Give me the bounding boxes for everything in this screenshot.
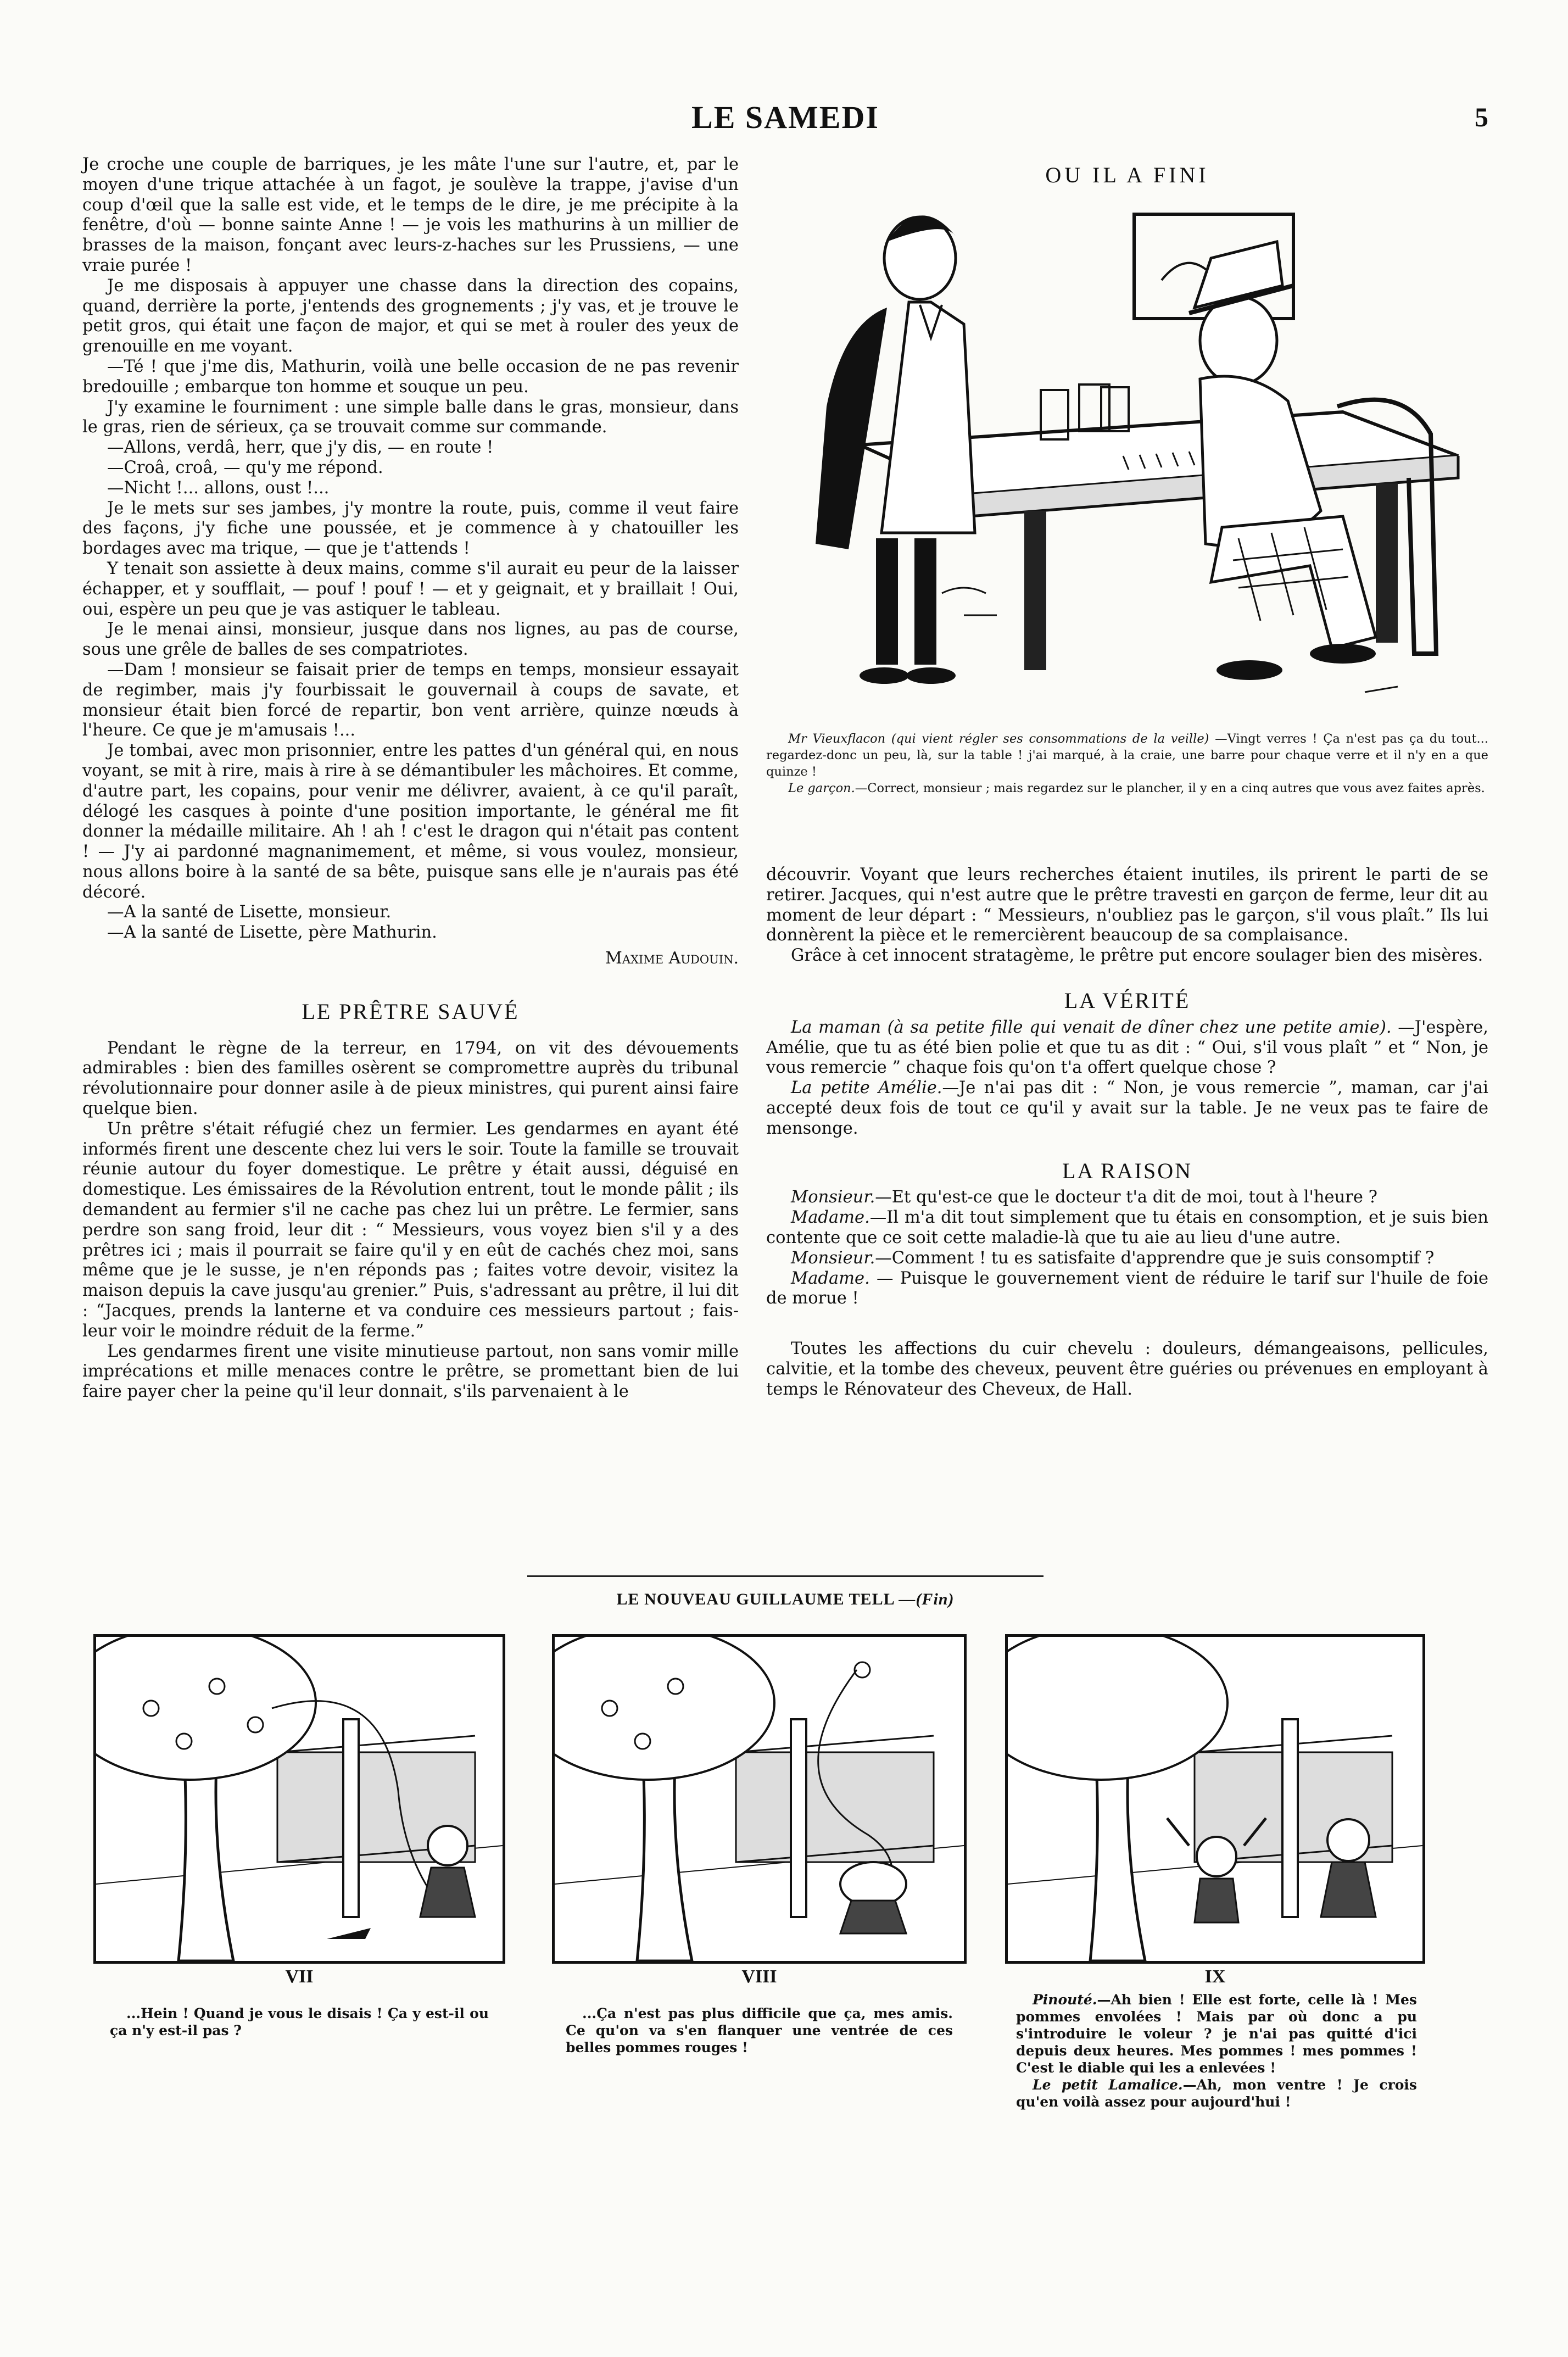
cartoon-title: OU IL A FINI <box>1045 163 1209 187</box>
dialogue-speaker: La maman (à sa petite fille qui venait de dîner chez une petite amie). <box>791 1017 1392 1037</box>
paragraph: Je me disposais à appuyer une chasse dans la direction des copains, quand, derrière la porte, j'entends des grognements ; j'y vas, et je trouve le petit gros, qui était une façon de major, et qui se met à rouler des yeux de grenouille en me voyant. <box>82 276 739 356</box>
caption-speaker: Mr Vieuxflacon (qui vient régler ses consommations de la veille) <box>788 732 1209 746</box>
paragraph: —Té ! que j'me dis, Mathurin, voilà une belle occasion de ne pas revenir bredouille ; embarque ton homme et souque un peu. <box>82 356 739 397</box>
dialogue-text: —Je n'ai pas dit : “ Non, je vous remercie ”, maman, car j'ai accepté deux fois de tout ce qu'il y avait sur la table. Je ne veux pas te faire de mensonge. <box>766 1078 1488 1138</box>
panel-caption-vii <box>110 2005 489 2039</box>
signature: Maxime Audouin. <box>605 949 739 968</box>
paragraph: Je tombai, avec mon prisonnier, entre les pattes d'un général qui, en nous voyant, se mit à rire, mais à rire à se démantibuler les mâchoires. Et comme, d'autre part, les copains, pour venir me délivrer, avaient, à ce qu'il paraît, délogé les casques à pointe d'une position importante, le général me fit donner la médaille militaire. Ah ! ah ! c'est le dragon qui n'était pas content ! — J'y ai pardonné magnanimement, et même, si vous voulez, monsieur, nous allons boire à la santé de sa bête, puisque sans elle je n'aurais pas été décoré. <box>82 741 739 902</box>
comic-title-suffix: —(Fin) <box>899 1590 955 1608</box>
paragraph: —Allons, verdâ, herr, que j'y dis, — en route ! <box>107 438 494 458</box>
caption-text: —Ah, mon ventre ! Je crois qu'en voilà assez pour aujourd'hui ! <box>1016 2077 1417 2110</box>
caption-speaker: Le garçon. <box>788 781 855 795</box>
paragraph: —Croâ, croâ, — qu'y me répond. <box>107 458 383 477</box>
dialogue-text: —Comment ! tu es satisfaite d'apprendre que je suis consomptif ? <box>875 1248 1435 1268</box>
dialogue-speaker: Monsieur. <box>791 1248 875 1268</box>
panel-numeral-viii: VIII <box>741 1966 777 1987</box>
dialogue-speaker: Madame. <box>791 1208 870 1228</box>
dialogue-speaker: Monsieur. <box>791 1188 875 1207</box>
caption-speaker: Pinouté. <box>1033 1992 1097 2008</box>
dialogue-text: —Il m'a dit tout simplement que tu étais en consomption, et je suis bien contente que ce soit cette maladie-là que tu aie au lieu d'une autre. <box>766 1208 1488 1247</box>
paragraph: —Dam ! monsieur se faisait prier de temps en temps, monsieur essayait de regimber, mais j'y fourbissait le gouvernail à coups de savate, et monsieur était bien forcé de repartir, bon vent arrière, quinze nœuds à l'heure. Ce que je m'amusais !... <box>82 660 739 740</box>
section-divider <box>527 1575 1044 1577</box>
right-column <box>766 865 1488 1400</box>
paragraph: Un prêtre s'était réfugié chez un fermier. Les gendarmes en ayant été informés firent une descente chez lui vers le soir. Toute la famille se trouvait réunie autour du foyer domestique. Le prêtre y était aussi, déguisé en domestique. Les émissaires de la Révolution entrent, tout le monde pâlit ; ils demandent au fermier s'il ne cache pas chez lui un prêtre. Le fermier, sans perdre son sang froid, leur dit : “ Messieurs, vous voyez bien s'il y a des prêtres ici ; mais il pourrait se faire qu'il y en eût de cachés chez moi, sans même que je le susse, je n'en réponds pas ; faites votre devoir, visitez la maison depuis la cave jusqu'au grenier.” Puis, s'adressant au prêtre, il lui dit : “Jacques, prends la lanterne et va conduire ces messieurs partout ; fais-leur voir le moindre réduit de la ferme.” <box>82 1119 739 1341</box>
comic-panel-vii <box>93 1634 505 1964</box>
left-column <box>82 155 739 1402</box>
advertisement: Toutes les affections du cuir chevelu : douleurs, démangeaisons, pellicules, calvitie, et la tombe des cheveux, peuvent être guéries ou prévenues en employant à temps le Rénovateur des Cheveux, de Hall. <box>766 1339 1488 1399</box>
newspaper-title: LE SAMEDI <box>691 99 879 135</box>
dialogue-text: —J'espère, Amélie, que tu as été bien polie et que tu as dit : “ Oui, s'il vous plaît ” et “ Non, je vous remercie ” chaque fois qu'on t'a offert quelque chose ? <box>766 1017 1488 1078</box>
paragraph: Je croche une couple de barriques, je les mâte l'une sur l'autre, et, par le moyen d'une trique attachée à un fagot, je soulève la trappe, j'avise d'un coup d'œil que la salle est vide, et le temps de le dire, je me précipite à la fenêtre, d'où — bonne sainte Anne ! — je vois les mathurins à un millier de brasses de la maison, fonçant avec leurs-z-haches sur les Prussiens, — une vraie purée ! <box>82 155 739 275</box>
paragraph: Je le mets sur ses jambes, j'y montre la route, puis, comme il veut faire des façons, j'y fiche une poussée, et je commence à y chatouiller les bordages avec ma trique, — que je t'attends ! <box>82 498 739 559</box>
caption-text: ...Hein ! Quand je vous le disais ! Ça y est-il ou ça n'y est-il pas ? <box>110 2005 489 2038</box>
caption-text: —Ah bien ! Elle est forte, celle là ! Mes pommes envolées ! Mais par où donc a pu s'introduire le voleur ? je n'ai pas quitté d'ici depuis deux heures. Mes pommes ! mes pommes ! C'est le diable qui les a enlevées ! <box>1016 1992 1417 2076</box>
caption-text: —Vingt verres ! Ça n'est pas ça du tout... regardez-donc un peu, là, sur la table ! j'ai marqué, à la craie, une barre pour chaque verre et il n'y en a que quinze ! <box>766 732 1488 779</box>
paragraph: —A la santé de Lisette, père Mathurin. <box>107 923 437 943</box>
section-title-verite: LA VÉRITÉ <box>1064 988 1191 1013</box>
paragraph: Je le menai ainsi, monsieur, jusque dans nos lignes, au pas de course, sous une grêle de balles de ses compatriotes. <box>82 620 739 660</box>
section-title-raison: LA RAISON <box>1062 1158 1193 1183</box>
paragraph: Pendant le règne de la terreur, en 1794, on vit des dévouements admirables : bien des familles osèrent se compromettre auprès du tribunal révolutionnaire pour donner asile à de pieux ministres, qui purent ainsi faire quelque bien. <box>82 1038 739 1119</box>
comic-panel-ix <box>1005 1634 1425 1964</box>
paragraph: —A la santé de Lisette, monsieur. <box>107 902 392 922</box>
panel-numeral-ix: IX <box>1204 1966 1226 1987</box>
section-title-pretre: LE PRÊTRE SAUVÉ <box>302 999 520 1024</box>
comic-title-text: LE NOUVEAU GUILLAUME TELL <box>616 1590 894 1608</box>
panel-caption-viii <box>566 2005 953 2056</box>
cartoon-caption <box>766 731 1488 796</box>
paragraph: découvrir. Voyant que leurs recherches étaient inutiles, ils prirent le parti de se retirer. Jacques, qui n'est autre que le prêtre travesti en garçon de ferme, leur dit au moment de leur départ : “ Messieurs, n'oubliez pas le garçon, s'il vous plaît.” Ils lui donnèrent la pièce et le remercièrent beaucoup de sa complaisance. <box>766 865 1488 945</box>
paragraph: Les gendarmes firent une visite minutieuse partout, non sans vomir mille imprécations et mille menaces contre le prêtre, se promettant bien de lui faire payer cher la peine qu'il leur donnait, s'ils parvenaient à le <box>82 1341 739 1402</box>
page-number: 5 <box>1475 102 1488 132</box>
caption-text: ...Ça n'est pas plus difficile que ça, mes amis. Ce qu'on va s'en flanquer une ventrée de ces belles pommes rouges ! <box>566 2005 953 2055</box>
cartoon-illustration <box>766 198 1488 725</box>
paragraph: Y tenait son assiette à deux mains, comme s'il aurait eu peur de la laisser échapper, et y soufflait, — pouf ! pouf ! — et y geignait, et y braillait ! Oui, oui, espère un peu que je vas astiquer le tableau. <box>82 559 739 619</box>
dialogue-speaker: Madame. <box>791 1268 870 1288</box>
comic-panel-viii <box>552 1634 967 1964</box>
paragraph: —Nicht !... allons, oust !... <box>107 478 330 498</box>
paragraph: J'y examine le fourniment : une simple balle dans le gras, monsieur, dans le gras, rien de sérieux, ça se trouvait comme sur commande. <box>82 397 739 437</box>
panel-numeral-vii: VII <box>285 1966 314 1987</box>
paragraph: Grâce à cet innocent stratagème, le prêtre put encore soulager bien des misères. <box>791 946 1483 966</box>
comic-title <box>82 1590 1488 1609</box>
page-header <box>82 93 1488 143</box>
panel-caption-ix <box>1016 1991 1417 2110</box>
dialogue-text: — Puisque le gouvernement vient de réduire le tarif sur l'huile de foie de morue ! <box>766 1268 1488 1308</box>
dialogue-speaker: La petite Amélie. <box>791 1078 942 1098</box>
caption-speaker: Le petit Lamalice. <box>1033 2077 1183 2093</box>
dialogue-text: —Et qu'est-ce que le docteur t'a dit de moi, tout à l'heure ? <box>875 1188 1377 1207</box>
caption-text: —Correct, monsieur ; mais regardez sur le plancher, il y en a cinq autres que vous avez faites après. <box>855 781 1485 795</box>
